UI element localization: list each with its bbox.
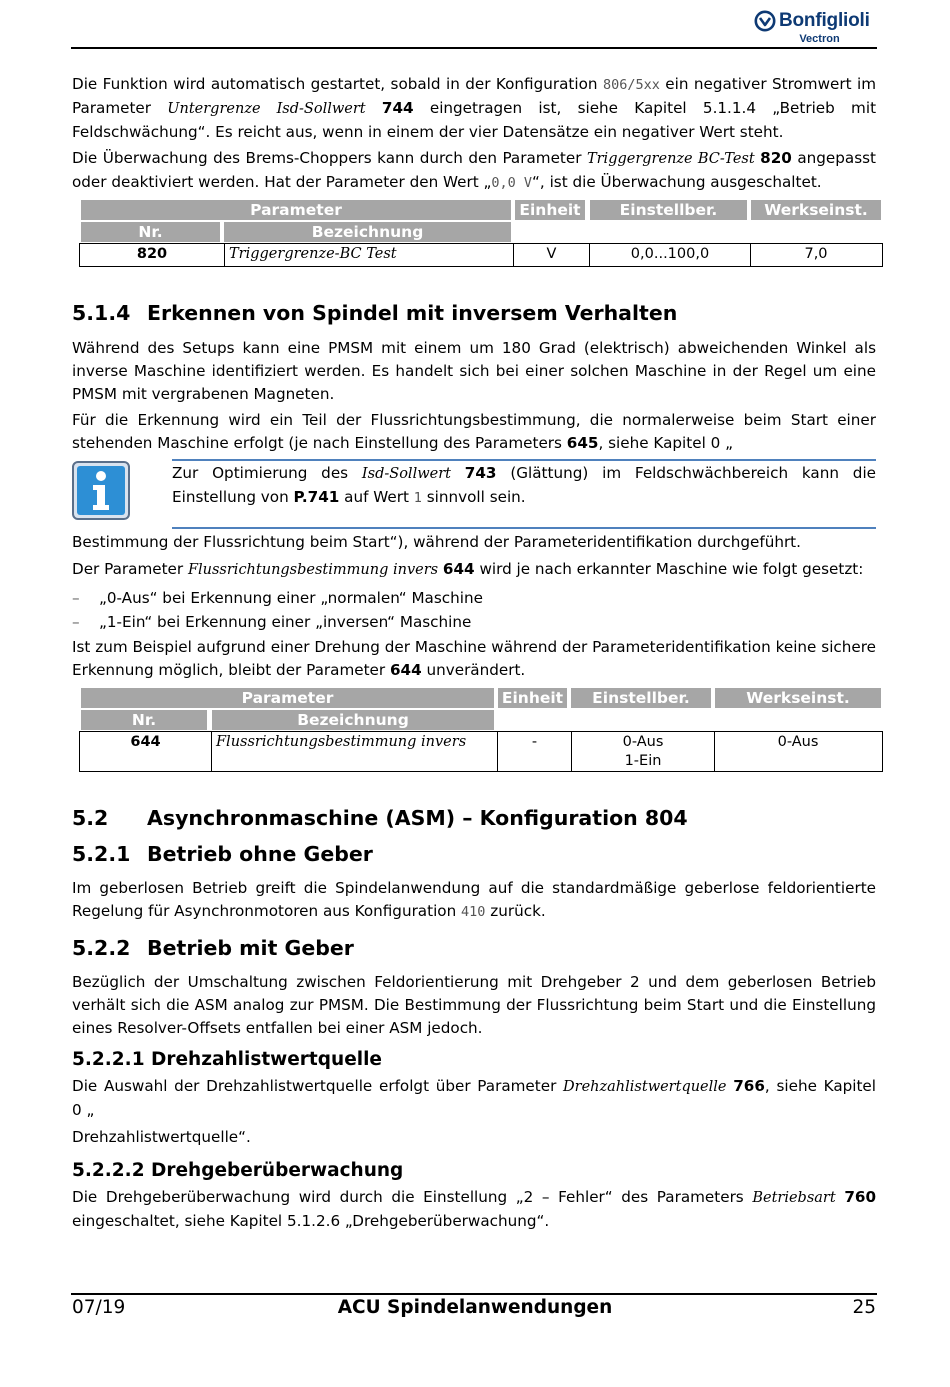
brand-name: Bonfiglioli	[779, 10, 870, 31]
cell-nr: 820	[136, 246, 168, 262]
cell-default: 7,0	[750, 244, 881, 266]
header-parameter: Parameter	[81, 200, 511, 220]
cell-name: Flussrichtungsbestimmung invers	[211, 732, 497, 771]
paragraph-flux-determination: Bestimmung der Flussrichtung beim Start“), während der Parameteridentifikation durchgeführt.	[72, 533, 801, 551]
header-default: Werkseinst.	[715, 688, 881, 708]
parameter-table-820	[79, 199, 883, 267]
table-row	[79, 243, 883, 267]
parameter-table-644	[79, 687, 883, 772]
list-item: – „1-Ein“ bei Erkennung einer „inversen“ Maschine	[72, 613, 472, 631]
footer-date: 07/19	[72, 1297, 126, 1318]
header-nr: Nr.	[81, 710, 207, 730]
info-bottom-rule	[172, 527, 876, 529]
section-heading-5-2-2: 5.2.2 Betrieb mit Geber	[72, 936, 354, 960]
cell-nr: 644	[130, 734, 161, 750]
paragraph-encoder-monitoring: Die Drehgeberüberwachung wird durch die Einstellung „2 – Fehler“ des Parameters Betriebsart 760 eingeschaltet, siehe Kapitel 5.1.2.6 „Drehgeberüberwachung“.	[72, 1188, 877, 1230]
section-heading-5-2-1: 5.2.1 Betrieb ohne Geber	[72, 842, 373, 866]
section-heading-5-2: 5.2 Asynchronmaschine (ASM) – Konfiguration 804	[72, 806, 688, 830]
section-heading-5-2-2-2: 5.2.2.2 Drehgeberüberwachung	[72, 1160, 404, 1181]
info-top-rule	[172, 459, 876, 461]
header-name: Bezeichnung	[224, 222, 511, 242]
list-item: – „0-Aus“ bei Erkennung einer „normalen“ Maschine	[72, 589, 483, 607]
cell-unit: -	[497, 732, 571, 771]
header-name: Bezeichnung	[212, 710, 494, 730]
footer-title: ACU Spindelanwendungen	[337, 1297, 613, 1318]
paragraph-brake-chopper: Die Überwachung des Brems-Choppers kann durch den Parameter Triggergrenze BC-Test 820 angepasst oder deaktiviert werden. Hat der Parameter den Wert „0,0 V“, ist die Überwachung ausgeschaltet.	[72, 149, 876, 191]
header-rule	[71, 47, 877, 49]
paragraph-intro: Die Funktion wird automatisch gestartet, sobald in der Konfiguration 806/5xx ein negativer Stromwert im Parameter Untergrenze Isd-Sollwert 744 eingetragen ist, siehe Kapitel 5.1.1.4 „Betrieb mit Feldschwächung“. Es reicht aus, wenn in einem der vier Datensätze ein negativer Wert steht.	[72, 75, 877, 141]
info-icon	[72, 461, 130, 520]
paragraph-unchanged: Ist zum Beispiel aufgrund einer Drehung der Maschine während der Parameteridentifikation keine sichere Erkennung möglich, bleibt der Parameter 644 unverändert.	[72, 638, 876, 679]
header-default: Werkseinst.	[751, 200, 881, 220]
info-text: Zur Optimierung des Isd-Sollwert 743 (Glättung) im Feldschwächbereich kann die Einstellung von P.741 auf Wert 1 sinnvoll sein.	[172, 464, 877, 506]
header-nr: Nr.	[81, 222, 220, 242]
bonfiglioli-logo-icon	[754, 10, 776, 32]
header-unit: Einheit	[498, 688, 567, 708]
section-heading-5-1-4: 5.1.4 Erkennen von Spindel mit inversem Verhalten	[72, 301, 678, 325]
paragraph-with-encoder: Bezüglich der Umschaltung zwischen Feldorientierung mit Drehgeber 2 und dem geberlosen Betrieb verhält sich die ASM analog zur PMSM. Die Bestimmung der Flussrichtung beim Start und die Einstellung eines Resolver-Offsets entfallen bei einer ASM jedoch.	[72, 973, 876, 1037]
info-note	[72, 461, 876, 530]
brand-logo	[754, 10, 878, 46]
section-heading-5-2-2-1: 5.2.2.1 Drehzahlistwertquelle	[72, 1049, 382, 1070]
cell-name: Triggergrenze-BC Test	[224, 244, 513, 266]
header-parameter: Parameter	[81, 688, 494, 708]
cell-default: 0-Aus	[714, 732, 881, 771]
cell-unit: V	[513, 244, 589, 266]
page-number: 25	[852, 1297, 876, 1318]
paragraph-parameter-644: Der Parameter Flussrichtungsbestimmung invers 644 wird je nach erkannter Maschine wie folgt gesetzt:	[72, 560, 864, 578]
header-range: Einstellber.	[590, 200, 747, 220]
header-unit: Einheit	[515, 200, 585, 220]
paragraph-inverse-machine: Während des Setups kann eine PMSM mit einem um 180 Grad (elektrisch) abweichenden Winkel als inverse Maschine identifiziert werden. Es handelt sich bei einer solchen Maschine in der Regel um eine PMSM mit vergrabenen Magneten.	[72, 339, 876, 403]
table-row	[79, 731, 883, 772]
range-value: 0-Aus	[622, 734, 664, 750]
cell-range: 0,0...100,0	[589, 244, 750, 266]
paragraph-detection: Für die Erkennung wird ein Teil der Flussrichtungsbestimmung, die normalerweise beim Start einer stehenden Maschine erfolgt (je nach Einstellung des Parameters 645, siehe Kapitel 0 „	[72, 411, 876, 452]
cell-range	[571, 732, 714, 771]
paragraph-speed-source: Die Auswahl der Drehzahlistwertquelle erfolgt über Parameter Drehzahlistwertquelle 766, siehe Kapitel 0 „ Drehzahlistwertquelle“.	[72, 1077, 876, 1146]
header-range: Einstellber.	[571, 688, 711, 708]
range-value: 1-Ein	[624, 753, 662, 769]
footer-rule	[71, 1293, 877, 1295]
paragraph-sensorless: Im geberlosen Betrieb greift die Spindelanwendung auf die standardmäßige geberlose feldorientierte Regelung für Asynchronmotoren aus Konfiguration 410 zurück.	[72, 879, 876, 920]
brand-subname: Vectron	[799, 33, 840, 45]
